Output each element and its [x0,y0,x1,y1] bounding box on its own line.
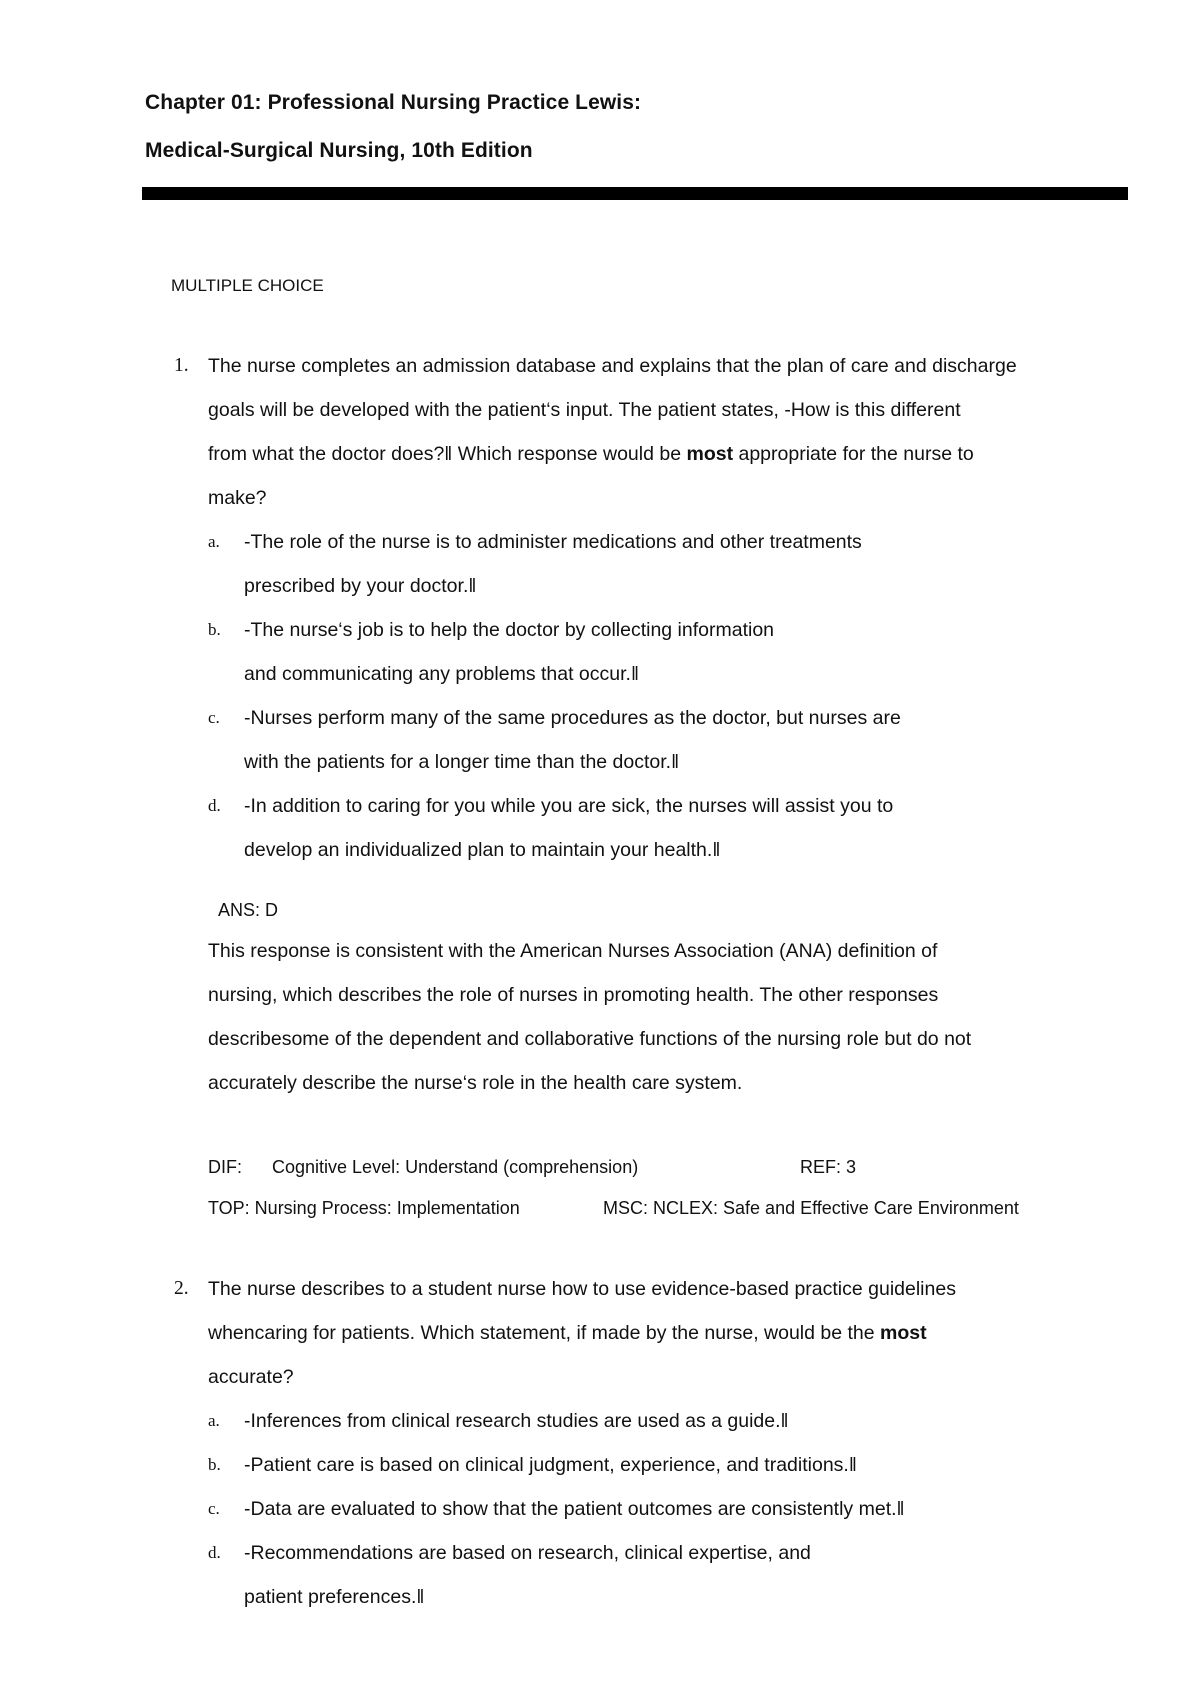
emphasis-text: most [686,443,734,465]
option-text: ‑Recommendations are based on research, clinical expertise, and [244,1542,811,1564]
question-number: 2. [174,1278,189,1299]
difficulty-label: DIF: [208,1157,242,1177]
option-text: patient preferences.‖ [244,1586,425,1608]
section-heading: MULTIPLE CHOICE [171,276,324,295]
option-label: d. [208,1543,221,1562]
chapter-title: Chapter 01: Professional Nursing Practice Lewis: [145,91,642,114]
rationale-line: accurately describe the nurse‘s role in the health care system. [208,1072,743,1094]
book-title: Medical-Surgical Nursing, 10th Edition [145,139,533,162]
question-text-fragment: from what the doctor does?‖ Which response would be [208,443,687,465]
option-label: c. [208,1499,220,1518]
option-text: ‑The role of the nurse is to administer medications and other treatments [244,531,862,553]
option-label: b. [208,620,221,639]
question-text-line: The nurse describes to a student nurse how to use evidence-based practice guidelines [208,1278,956,1300]
question-text-line: make? [208,487,267,509]
option-label: d. [208,796,221,815]
question-number: 1. [174,355,189,376]
rationale-line: This response is consistent with the American Nurses Association (ANA) definition of [208,940,938,962]
option-text: and communicating any problems that occur.‖ [244,663,640,685]
option-text: ‑Patient care is based on clinical judgment, experience, and traditions.‖ [244,1454,857,1476]
title-divider [142,187,1128,200]
rationale-line: describesome of the dependent and collaborative functions of the nursing role but do not [208,1028,972,1050]
option-text: prescribed by your doctor.‖ [244,575,477,597]
option-label: a. [208,532,220,551]
question-text-line [208,1321,927,1345]
question-text-line [208,442,974,466]
option-text: ‑Inferences from clinical research studies are used as a guide.‖ [244,1410,789,1432]
reference: REF: 3 [800,1157,857,1177]
question-text-fragment: whencaring for patients. Which statement, if made by the nurse, would be the [208,1322,881,1344]
emphasis-text: most [880,1322,927,1344]
question-text-line: accurate? [208,1366,294,1388]
topic: TOP: Nursing Process: Implementation [208,1198,520,1218]
option-text: ‑The nurse‘s job is to help the doctor by collecting information [244,619,775,641]
option-text: ‑Nurses perform many of the same procedures as the doctor, but nurses are [244,707,901,729]
question-text-line: The nurse completes an admission database and explains that the plan of care and discharge [208,355,1017,377]
difficulty-value: Cognitive Level: Understand (comprehension) [272,1157,639,1177]
option-label: b. [208,1455,221,1474]
option-label: c. [208,708,220,727]
option-label: a. [208,1411,220,1430]
answer-key: ANS: D [218,900,279,920]
question-text-fragment: appropriate for the nurse to [733,443,974,465]
option-text: ‑In addition to caring for you while you are sick, the nurses will assist you to [244,795,894,817]
option-text: ‑Data are evaluated to show that the patient outcomes are consistently met.‖ [244,1498,905,1520]
option-text: develop an individualized plan to maintain your health.‖ [244,839,721,861]
client-needs: MSC: NCLEX: Safe and Effective Care Environment [603,1198,1019,1218]
rationale-line: nursing, which describes the role of nurses in promoting health. The other responses [208,984,939,1006]
option-text: with the patients for a longer time than the doctor.‖ [244,751,680,773]
question-text-line: goals will be developed with the patient‘s input. The patient states, ‑How is this different [208,399,961,421]
